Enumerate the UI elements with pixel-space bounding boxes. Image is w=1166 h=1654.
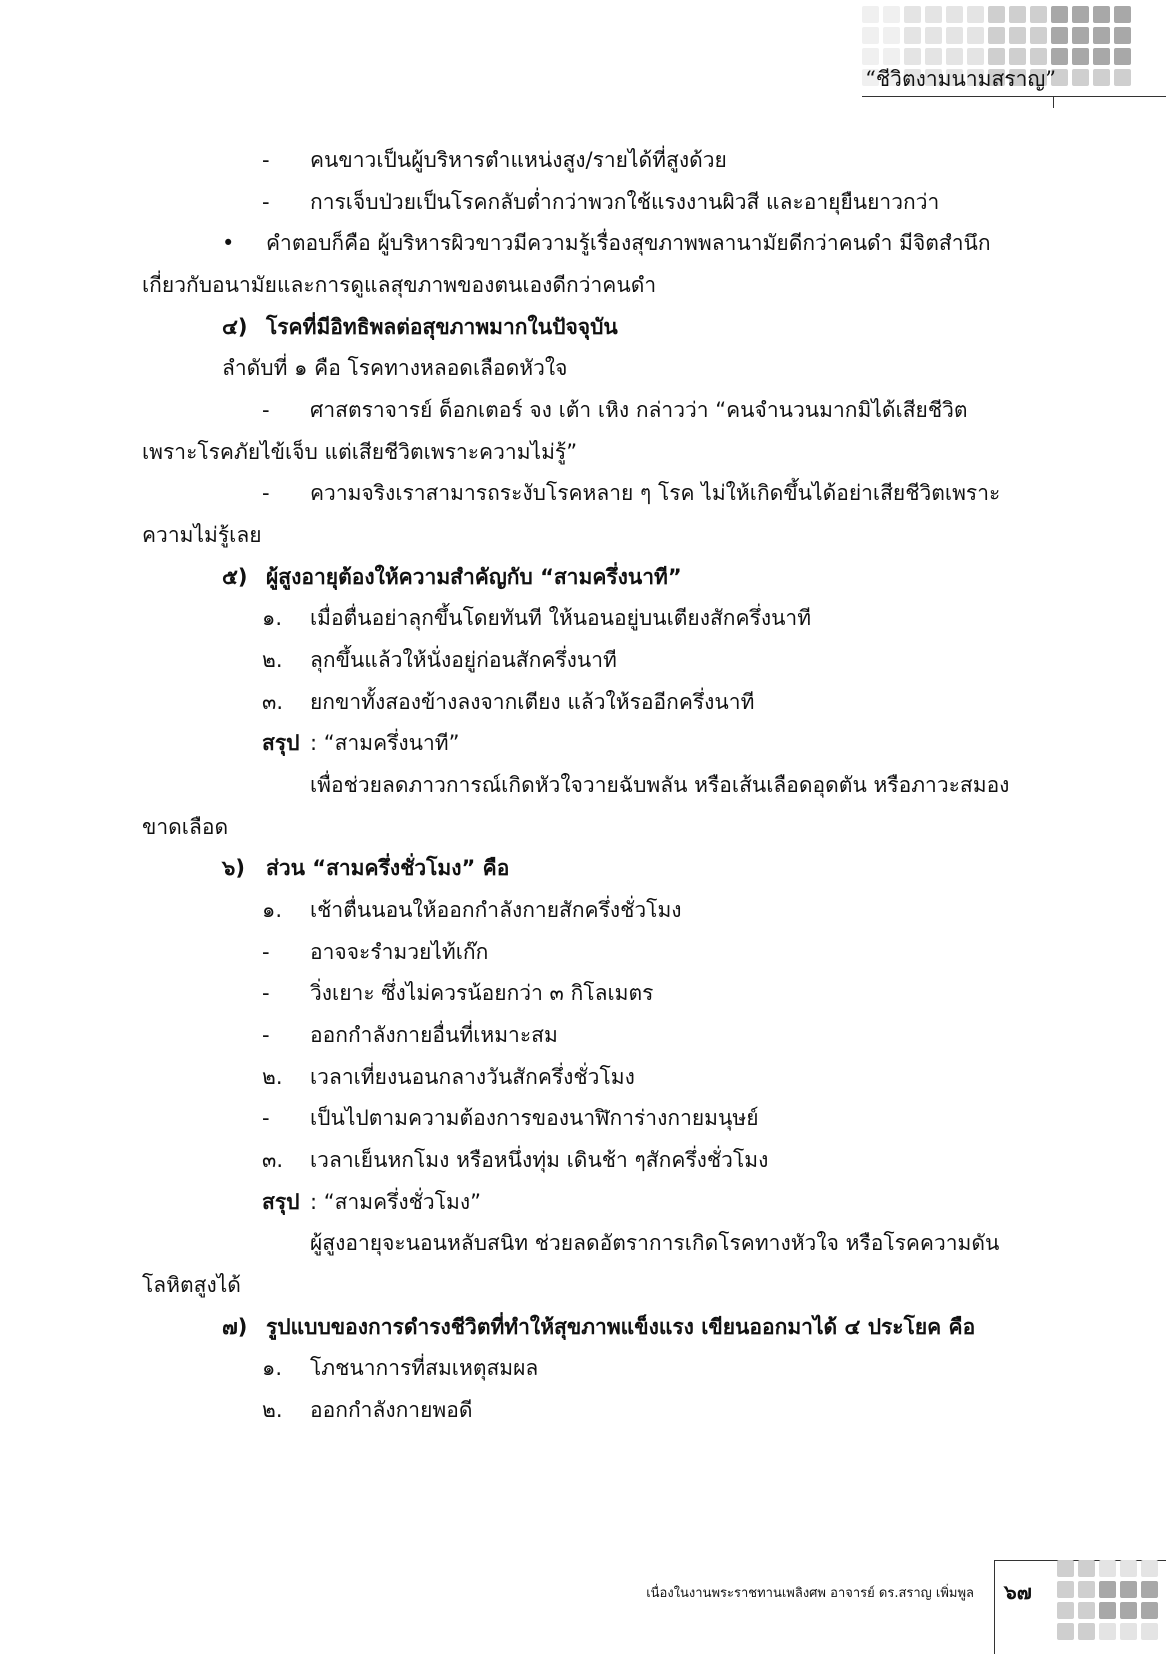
decor-tile (1093, 27, 1110, 44)
decor-tile (1141, 1623, 1158, 1640)
section-number: ๔) (222, 315, 248, 339)
list-item: เวลาเที่ยงนอนกลางวันสักครึ่งชั่วโมง (310, 1065, 635, 1089)
decor-tile (1093, 6, 1110, 23)
list-number: ๒. (262, 648, 283, 672)
decor-tile (1078, 1560, 1095, 1577)
decor-tile (1051, 27, 1068, 44)
decor-tile (1009, 27, 1026, 44)
dash-marker: - (262, 981, 270, 1005)
decor-tile (1030, 6, 1047, 23)
section-heading: รูปแบบของการดำรงชีวิตที่ทำให้สุขภาพแข็งแรง เขียนออกมาได้ ๔ ประโยค คือ (266, 1315, 976, 1339)
decor-tile (1120, 1560, 1137, 1577)
section-heading: โรคที่มีอิทธิพลต่อสุขภาพมากในปัจจุบัน (266, 315, 618, 339)
decor-tile (925, 6, 942, 23)
decor-tile (1120, 1623, 1137, 1640)
decor-tile (1078, 1602, 1095, 1619)
header-divider (862, 96, 1166, 97)
decor-tile (967, 6, 984, 23)
body-line: ขาดเลือด (142, 815, 229, 839)
decor-tile (1072, 69, 1089, 86)
decor-tile (925, 27, 942, 44)
list-number: ๑. (262, 606, 283, 630)
body-line: โลหิตสูงได้ (142, 1273, 241, 1297)
decor-tile (862, 27, 879, 44)
decor-tile (1057, 1602, 1074, 1619)
decor-tile (946, 27, 963, 44)
body-line: เพราะโรคภัยไข้เจ็บ แต่เสียชีวิตเพราะความไม่รู้” (142, 440, 578, 464)
decor-tile (1120, 1581, 1137, 1598)
decor-tile (1114, 27, 1131, 44)
dash-marker: - (262, 398, 270, 422)
decor-tile (1009, 6, 1026, 23)
decor-tile (1072, 27, 1089, 44)
decor-tile (1114, 48, 1131, 65)
dash-marker: - (262, 481, 270, 505)
list-item: ยกขาทั้งสองข้างลงจากเตียง แล้วให้รออีกครึ่งนาที (310, 690, 755, 714)
decor-tile (1057, 1560, 1074, 1577)
list-number: ๒. (262, 1065, 283, 1089)
list-item: เวลาเย็นหกโมง หรือหนึ่งทุ่ม เดินช้า ๆสักครึ่งชั่วโมง (310, 1148, 769, 1172)
list-number: ๒. (262, 1398, 283, 1422)
decor-tile (1099, 1581, 1116, 1598)
decor-tile (883, 27, 900, 44)
section-heading: ผู้สูงอายุต้องให้ความสำคัญกับ “สามครึ่งนาที” (266, 565, 682, 589)
dash-marker: - (262, 148, 270, 172)
decor-tile (988, 6, 1005, 23)
header-divider-tick (1053, 96, 1054, 108)
summary-label: สรุป (262, 1190, 300, 1214)
body-line: คนขาวเป็นผู้บริหารตำแหน่งสูง/รายได้ที่สูงด้วย (310, 148, 727, 172)
body-line: ความจริงเราสามารถระงับโรคหลาย ๆ โรค ไม่ให้เกิดขึ้นได้อย่าเสียชีวิตเพราะ (310, 481, 1001, 505)
decor-tile (1093, 69, 1110, 86)
section-number: ๖) (222, 856, 245, 880)
summary-text: : “สามครึ่งชั่วโมง” (310, 1190, 481, 1214)
list-item: วิ่งเยาะ ซึ่งไม่ควรน้อยกว่า ๓ กิโลเมตร (310, 981, 654, 1005)
list-item: โภชนาการที่สมเหตุสมผล (310, 1356, 539, 1380)
footer-page-divider (994, 1560, 995, 1654)
decor-tile (862, 6, 879, 23)
body-line: ลำดับที่ ๑ คือ โรคทางหลอดเลือดหัวใจ (222, 356, 568, 380)
section-number: ๕) (222, 565, 248, 589)
decor-tile (988, 27, 1005, 44)
decor-tile (1078, 1623, 1095, 1640)
decor-tile (1057, 1623, 1074, 1640)
decor-tile (946, 6, 963, 23)
list-item: เมื่อตื่นอย่าลุกขึ้นโดยทันที ให้นอนอยู่บนเตียงสักครึ่งนาที (310, 606, 812, 630)
section-heading: ส่วน “สามครึ่งชั่วโมง” คือ (266, 856, 510, 880)
list-item: ออกกำลังกายอื่นที่เหมาะสม (310, 1023, 558, 1047)
decor-tile (1141, 1602, 1158, 1619)
decor-tile (1078, 1581, 1095, 1598)
bullet-marker: • (222, 231, 235, 255)
body-line: คำตอบก็คือ ผู้บริหารผิวขาวมีความรู้เรื่องสุขภาพพลานามัยดีกว่าคนดำ มีจิตสำนึก (266, 231, 991, 255)
summary-text: : “สามครึ่งนาที” (310, 731, 460, 755)
decor-tile (1120, 1602, 1137, 1619)
decor-tile (883, 6, 900, 23)
decor-tile (967, 27, 984, 44)
list-number: ๓. (262, 690, 284, 714)
decor-tile (1099, 1602, 1116, 1619)
footer-decoration (1057, 1560, 1158, 1640)
decor-tile (1030, 27, 1047, 44)
body-line: ศาสตราจารย์ ด็อกเตอร์ จง เต้า เหิง กล่าวว่า “คนจำนวนมากมิได้เสียชีวิต (310, 398, 968, 422)
body-line: เพื่อช่วยลดภาวการณ์เกิดหัวใจวายฉับพลัน หรือเส้นเลือดอุดตัน หรือภาวะสมอง (310, 773, 1010, 797)
dash-marker: - (262, 1106, 270, 1130)
decor-tile (1141, 1581, 1158, 1598)
list-number: ๑. (262, 898, 283, 922)
body-line: เกี่ยวกับอนามัยและการดูแลสุขภาพของตนเองดีกว่าคนดำ (142, 273, 657, 297)
decor-tile (1072, 6, 1089, 23)
dash-marker: - (262, 1023, 270, 1047)
decor-tile (1051, 6, 1068, 23)
list-item: เช้าตื่นนอนให้ออกกำลังกายสักครึ่งชั่วโมง (310, 898, 682, 922)
decor-tile (1114, 69, 1131, 86)
decor-tile (1093, 48, 1110, 65)
body-line: ผู้สูงอายุจะนอนหลับสนิท ช่วยลดอัตราการเกิดโรคทางหัวใจ หรือโรคความดัน (310, 1231, 1000, 1255)
section-number: ๗) (222, 1315, 248, 1339)
decor-tile (1099, 1560, 1116, 1577)
decor-tile (1141, 1560, 1158, 1577)
summary-label: สรุป (262, 731, 300, 755)
body-line: ความไม่รู้เลย (142, 523, 262, 547)
body-line: การเจ็บป่วยเป็นโรคกลับต่ำกว่าพวกใช้แรงงานผิวสี และอายุยืนยาวกว่า (310, 190, 940, 214)
dash-marker: - (262, 190, 270, 214)
list-item: อาจจะรำมวยไท้เก๊ก (310, 940, 489, 964)
list-item: ออกกำลังกายพอดี (310, 1398, 473, 1422)
decor-tile (1072, 48, 1089, 65)
list-number: ๓. (262, 1148, 284, 1172)
list-number: ๑. (262, 1356, 283, 1380)
decor-tile (904, 6, 921, 23)
footer-dedication: เนื่องในงานพระราชทานเพลิงศพ อาจารย์ ดร.สราญ เพิ่มพูล (646, 1586, 974, 1601)
decor-tile (1114, 6, 1131, 23)
page-number: ๖๗ (1004, 1580, 1032, 1604)
decor-tile (1099, 1623, 1116, 1640)
list-item: ลุกขึ้นแล้วให้นั่งอยู่ก่อนสักครึ่งนาที (310, 648, 617, 672)
decor-tile (904, 27, 921, 44)
dash-marker: - (262, 940, 270, 964)
decor-tile (1057, 1581, 1074, 1598)
running-header-title: “ชีวิตงามนามสราญ” (865, 67, 1056, 91)
list-item: เป็นไปตามความต้องการของนาฬิการ่างกายมนุษย์ (310, 1106, 759, 1130)
